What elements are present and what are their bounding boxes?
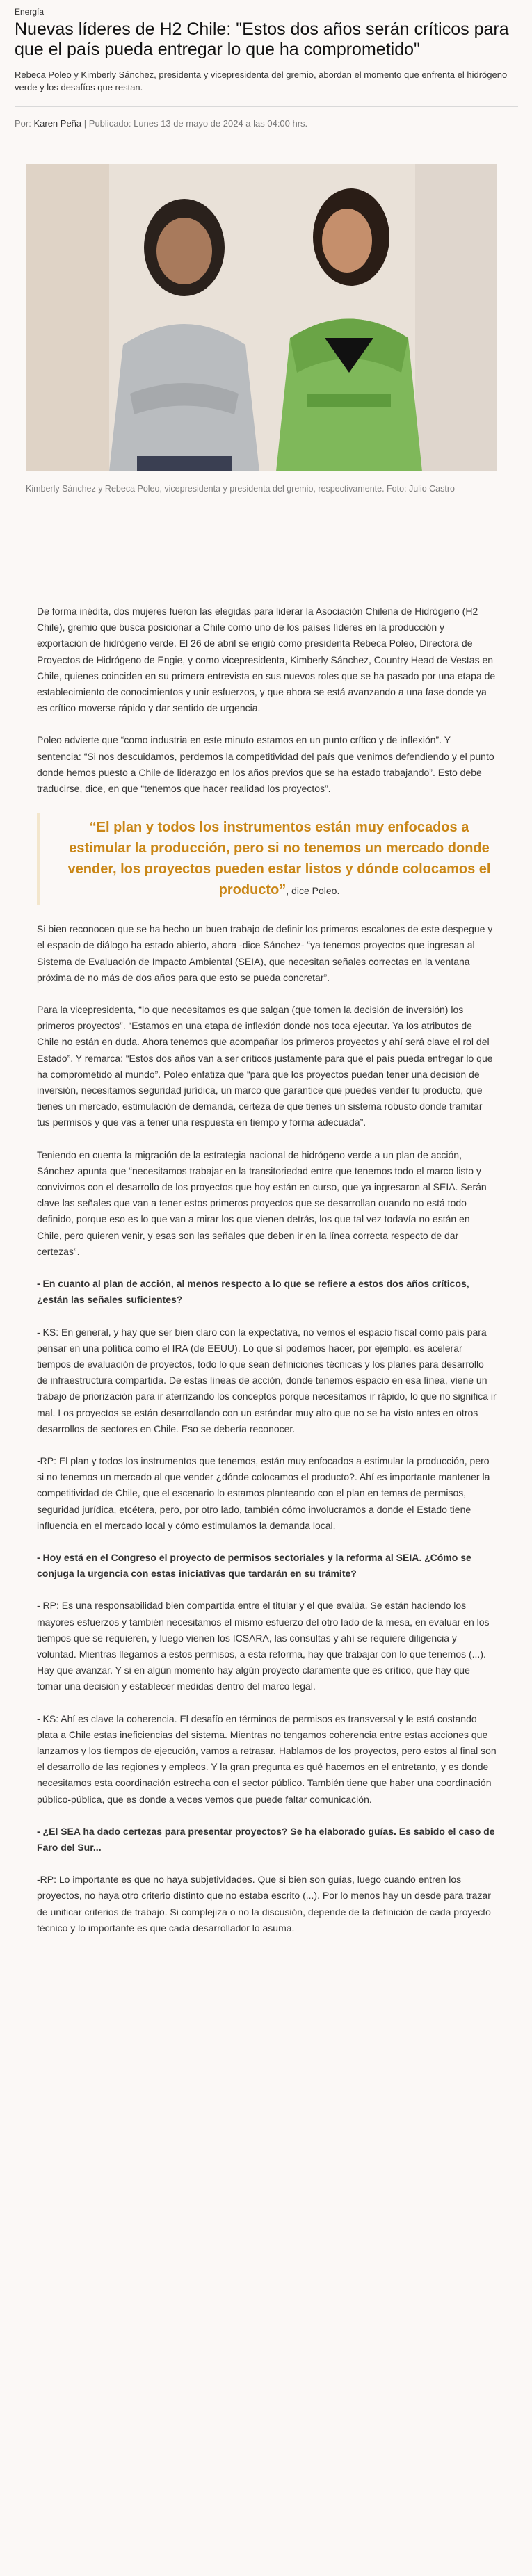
article-photo: [26, 164, 497, 471]
publish-date: Publicado: Lunes 13 de mayo de 2024 a las 04:00 hrs.: [88, 118, 308, 129]
byline-label: Por:: [15, 118, 31, 129]
paragraph: De forma inédita, dos mujeres fueron las elegidas para liderar la Asociación Chilena de Hidrógeno (H2 Chile), gremio que busca posicionar a Chile como uno de los países líderes en la producción y exportación de hidrógeno verde. El 26 de abril se erigió como presidenta Rebeca Poleo, Directora de Proyectos de Hidrógeno de Engie, y como vicepresidenta, Kimberly Sánchez, Country Head de Vestas en Chile, quienes coinciden en su primera entrevista en sus nuevos roles que se ha pasado por una etapa de establecimiento de conocimientos y unir esfuerzos, y que ahora se está avanzando a una fase donde ya es crítico moverse rápido y dar sentido de urgencia.: [37, 606, 496, 714]
photo-caption: Kimberly Sánchez y Rebeca Poleo, vicepresidenta y presidenta del gremio, respectivamente. Foto: Julio Castro: [26, 484, 455, 494]
interview-answer: - KS: Ahí es clave la coherencia. El desafío en términos de permisos es transversal y le está costando plata a Chile estas ineficiencias del sistema. Mientras no tengamos coherencia entre estas acciones que lanzamos y los tiempos de ejecución, vamos a retrasar. Hablamos de los proyectos, pero estos al final son el desarrollo de las regiones y empleos. Y la gran pregunta es qué hacemos en el entretanto, y es donde necesitamos esta coordinación estrecha con el sector público. También tiene que haber una coordinación público-pública, que es donde a veces vemos que puede faltar comunicación.: [37, 1712, 497, 1805]
article-body: [37, 604, 497, 1952]
interview-answer: -RP: Lo importante es que no haya subjetividades. Que si bien son guías, luego cuando entren los proyectos, no haya otro criterio distinto que no estaba escrito (...). Por lo menos hay un desde para trazar de unificar criterios de trabajo. Si complejiza o no la discusión, depende de la definición de cada proyecto técnico y lo importante es que cada desarrollador lo asuma.: [37, 1874, 491, 1934]
photo-illustration: [26, 164, 497, 471]
byline-separator: |: [83, 118, 87, 129]
paragraph: Si bien reconocen que se ha hecho un buen trabajo de definir los primeros escalones de este despegue y el espacio de diálogo ha estado abierto, ahora -dice Sánchez- “ya tenemos proyectos que ingresan al Sistema de Evaluación de Impacto Ambiental (SEIA), que necesitan señales correctas en la ventana próxima de no más de dos años para que esto se pueda concretar”.: [37, 923, 493, 983]
pull-quote: [37, 813, 497, 905]
interview-question: - Hoy está en el Congreso el proyecto de permisos sectoriales y la reforma al SEIA. ¿Cómo se conjuga la urgencia con estas iniciativas que tardarán en su trámite?: [37, 1551, 471, 1580]
divider: [15, 106, 518, 107]
interview-answer: - KS: En general, y hay que ser bien claro con la expectativa, no vemos el espacio fiscal como país para pensar en una política como el IRA (de EEUU). Lo que sí podemos hacer, por ejemplo, es acelerar tiempos de evaluación de proyectos, todo lo que sean definiciones técnicas y los planes para desarrollo de infraestructura compartida. De estas líneas de acción, donde tenemos espacio en esa línea, viene un trabajo de priorización para ir aterrizando los conceptos porque necesitamos ir rápido, lo que no significa ir mal. Los proyectos se están desarrollando con un estándar muy alto que no se ha visto antes en otros desarrollos de sectores en Chile. Eso se debería reconocer.: [37, 1326, 497, 1434]
interview-answer: - RP: Es una responsabilidad bien compartida entre el titular y el que evalúa. Se están haciendo los mayores esfuerzos y también necesitamos el mismo esfuerzo del otro lado de la mesa, en evaluar en los tiempos que se requieren, y luego vienen los ICSARA, las consultas y ahí se requiere diligencia y voluntad. Mientras llegamos a estos permisos, a esta reforma, hay que trabajar con lo que tenemos (...). Hay que avanzar. Y si en algún momento hay algún proyecto claramente que es crítico, que hay que tomar una decisión y establecer medidas dentro del marco legal.: [37, 1600, 490, 1692]
byline: [15, 117, 348, 131]
paragraph: Poleo advierte que “como industria en este minuto estamos en un punto crítico y de inflexión”. Y sentencia: “Si nos descuidamos, perdemos la competitividad del país que venimos defendiendo y el punto donde hemos puesto a Chile de liderazgo en los años previos que se ha estado trabajando”. Esto debe traducirse, dice, en que “tenemos que hacer realidad los proyectos”.: [37, 734, 494, 795]
headline: Nuevas líderes de H2 Chile: "Estos dos años serán críticos para que el país pueda entregar lo que ha comprometido": [15, 19, 509, 59]
interview-question: - ¿El SEA ha dado certezas para presentar proyectos? Se ha elaborado guías. Es sabido el caso de Faro del Sur...: [37, 1825, 495, 1853]
interview-question: - En cuanto al plan de acción, al menos respecto a lo que se refiere a estos dos años críticos, ¿están las señales suficientes?: [37, 1278, 469, 1306]
interview-answer: -RP: El plan y todos los instrumentos que tenemos, están muy enfocados a estimular la producción, pero si no tenemos un mercado al que vender ¿dónde colocamos el producto?. Ahí es importante mantener la competitividad de Chile, que el escenario lo estamos planteando con el plan en temas de permisos, seguridad jurídica, etcétera, pero, por otro lado, también cómo involucramos a donde el Estado tiene influencia en el mercado local y cómo estimulamos la demanda local.: [37, 1455, 490, 1531]
paragraph: Teniendo en cuenta la migración de la estrategia nacional de hidrógeno verde a un plan de acción, Sánchez apunta que “necesitamos trabajar en la transitoriedad entre que tenemos todo el marco listo y convivimos con el desarrollo de los proyectos que hoy están en curso, que ya ingresaron al SEIA. Serán clave las señales que van a tener estos primeros proyectos que se desarrollan cuando no está todo definido, porque eso es lo que van a mirar los que vienen detrás, los que tal vez todavía no están en Chile, pero quieren venir, y esas son las señales que deben ir en la línea correcta respecto de dar certezas”.: [37, 1149, 487, 1257]
pull-quote-attribution: , dice Poleo.: [286, 885, 340, 897]
section-label[interactable]: Energía: [15, 7, 45, 17]
paragraph: Para la vicepresidenta, “lo que necesitamos es que salgan (que tomen la decisión de inversión) los primeros proyectos”. “Estamos en una etapa de inflexión donde nos toca ejecutar. Ya los atributos de Chile no están en duda. Ahora tenemos que acompañar los primeros proyectos y ahí será clave el rol del Estado”. Y remarca: “Estos dos años van a ser críticos justamente para que el país pueda entregar lo que ha comprometido al mundo”. Poleo enfatiza que “para que los proyectos puedan tener una decisión de inversión, necesitamos seguridad jurídica, un marco que garantice que puedes vender tu producto, que tienes un mercado, estimulación de demanda, certeza de que tienes un sistema robusto donde tramitar tus permisos y que vas a tener una respuesta en tiempo y forma adecuada”.: [37, 1004, 493, 1128]
dek: Rebeca Poleo y Kimberly Sánchez, presidenta y vicepresidenta del gremio, abordan el momento que enfrenta el hidrógeno verde y los desafíos que restan.: [15, 70, 508, 92]
pull-quote-text: “El plan y todos los instrumentos están muy enfocados a estimular la producción, pero si no tenemos un mercado donde vender, los proyectos pueden estar listos y dónde colocamos el producto”: [67, 820, 491, 898]
author-link[interactable]: Karen Peña: [33, 118, 82, 129]
